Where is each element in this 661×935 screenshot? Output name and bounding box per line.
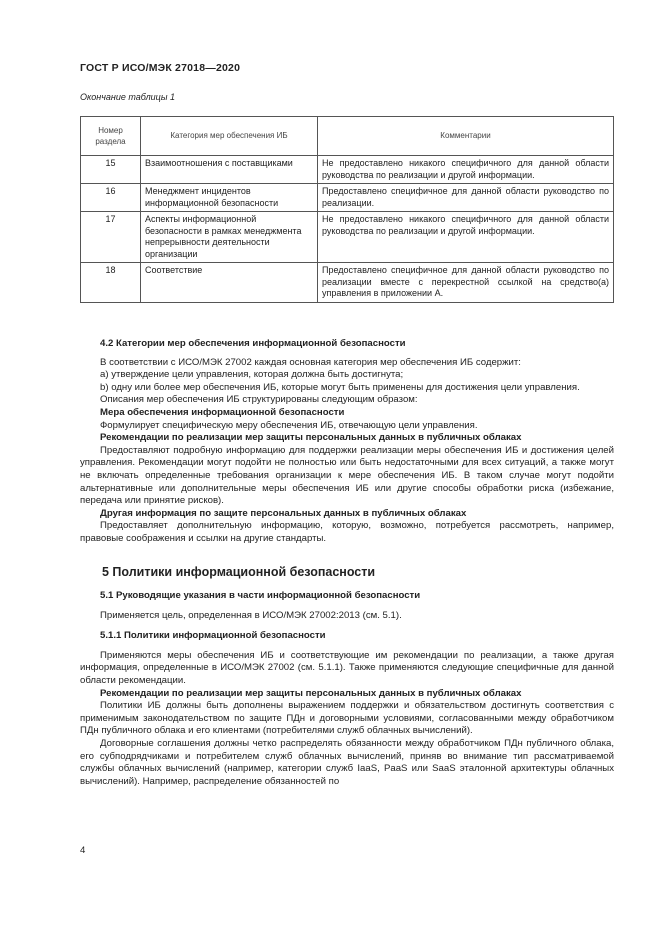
measure-text: Формулирует специфическую меру обеспечения ИБ, отвечающую цели управления. xyxy=(100,419,478,431)
header-comments: Комментарии xyxy=(318,117,614,156)
list-item-b: b) одну или более мер обеспечения ИБ, которые могут быть применены для достижения цели управления. xyxy=(100,381,580,393)
structure-intro: Описания мер обеспечения ИБ структурированы следующим образом: xyxy=(100,394,418,406)
cell-category: Соответствие xyxy=(141,263,318,303)
cell-number: 15 xyxy=(81,156,141,184)
cell-comment: Не предоставлено никакого специфичного для данной области руководства по реализации и другой информации. xyxy=(318,212,614,263)
section-5-1-1-heading: 5.1.1 Политики информационной безопасности xyxy=(100,630,326,642)
recommendations-text: Предоставляют подробную информацию для поддержки реализации меры обеспечения ИБ и достижения целей управления. Рекомендации могут подойти не полностью или быть недостаточными для всех ситуаций, а также могут не включать определенные требования организации к мере обеспечения ИБ. В таком случае могут подойти альтернативные или дополнительные меры обеспечения ИБ или другие способы обработки риска (избежание, передача или принятие рисков). xyxy=(80,444,614,507)
cell-category: Взаимоотношения с поставщиками xyxy=(141,156,318,184)
categories-table xyxy=(80,116,614,303)
recommendations-title: Рекомендации по реализации мер защиты персональных данных в публичных облаках xyxy=(100,432,522,444)
header-section-number: Номер раздела xyxy=(81,117,141,156)
policy-paragraph-1: Политики ИБ должны быть дополнены выражением поддержки и обязательством достигнуть соответствия с применимым законодательством по защите ПДн и договорными условиями, согласованными между обработчиком ПДн публичного облака и его клиентами (потребителями служб облачных вычислений). xyxy=(80,700,614,737)
recommendations-title-5: Рекомендации по реализации мер защиты персональных данных в публичных облаках xyxy=(100,687,522,699)
section-5-1-1-text: Применяются меры обеспечения ИБ и соответствующие им рекомендации по реализации, а также другая информация, определенные в ИСО/МЭК 27002 (см. 5.1.1). Также применяются следующие специфичные для данной области рекомендации. xyxy=(80,649,614,687)
section-4-2-intro: В соответствии с ИСО/МЭК 27002 каждая основная категория мер обеспечения ИБ содержит: xyxy=(100,356,521,368)
body-text xyxy=(80,338,614,788)
table-header-row xyxy=(81,117,614,156)
header-category: Категория мер обеспечения ИБ xyxy=(141,117,318,156)
cell-comment: Не предоставлено никакого специфичного для данной области руководства по реализации и другой информации. xyxy=(318,156,614,184)
standard-header: ГОСТ Р ИСО/МЭК 27018—2020 xyxy=(80,62,241,74)
policy-paragraph-2: Договорные соглашения должны четко распределять обязанности между обработчиком ПДн публичного облака, его субподрядчиками и потребителем служб облачных вычислений, приняв во внимание тип рассматриваемой службы облачных вычислений (например, категории служб IaaS, PaaS или SaaS эталонной архитектуры облачных вычислений). Например, распределение обязанностей по xyxy=(80,738,614,787)
table-row xyxy=(81,263,614,303)
section-5-heading: 5 Политики информационной безопасности xyxy=(102,564,376,579)
section-4-2-heading: 4.2 Категории мер обеспечения информационной безопасности xyxy=(100,338,406,349)
cell-number: 16 xyxy=(81,184,141,212)
list-item-a: а) утверждение цели управления, которая должна быть достигнута; xyxy=(100,369,404,381)
section-5-1-text: Применяется цель, определенная в ИСО/МЭК 27002:2013 (см. 5.1). xyxy=(100,609,402,621)
cell-comment: Предоставлено специфичное для данной области руководство по реализации. xyxy=(318,184,614,212)
table-row xyxy=(81,156,614,184)
table-caption: Окончание таблицы 1 xyxy=(80,92,175,102)
cell-number: 18 xyxy=(81,263,141,303)
page-number: 4 xyxy=(80,845,86,856)
other-info-title: Другая информация по защите персональных данных в публичных облаках xyxy=(100,507,467,519)
table-row xyxy=(81,184,614,212)
cell-category: Аспекты информационной безопасности в рамках менеджмента непрерывности деятельности организации xyxy=(141,212,318,263)
cell-number: 17 xyxy=(81,212,141,263)
cell-comment: Предоставлено специфичное для данной области руководство по реализации вместе с перекрестной ссылкой на средство(а) управления в приложении А. xyxy=(318,263,614,303)
cell-category: Менеджмент инцидентов информационной безопасности xyxy=(141,184,318,212)
other-info-text: Предоставляет дополнительную информацию, которую, возможно, потребуется рассмотреть, например, правовые соображения и ссылки на другие стандарты. xyxy=(80,520,614,544)
table-row xyxy=(81,212,614,263)
section-5-1-heading: 5.1 Руководящие указания в части информационной безопасности xyxy=(100,590,421,602)
measure-title: Мера обеспечения информационной безопасности xyxy=(100,406,345,418)
